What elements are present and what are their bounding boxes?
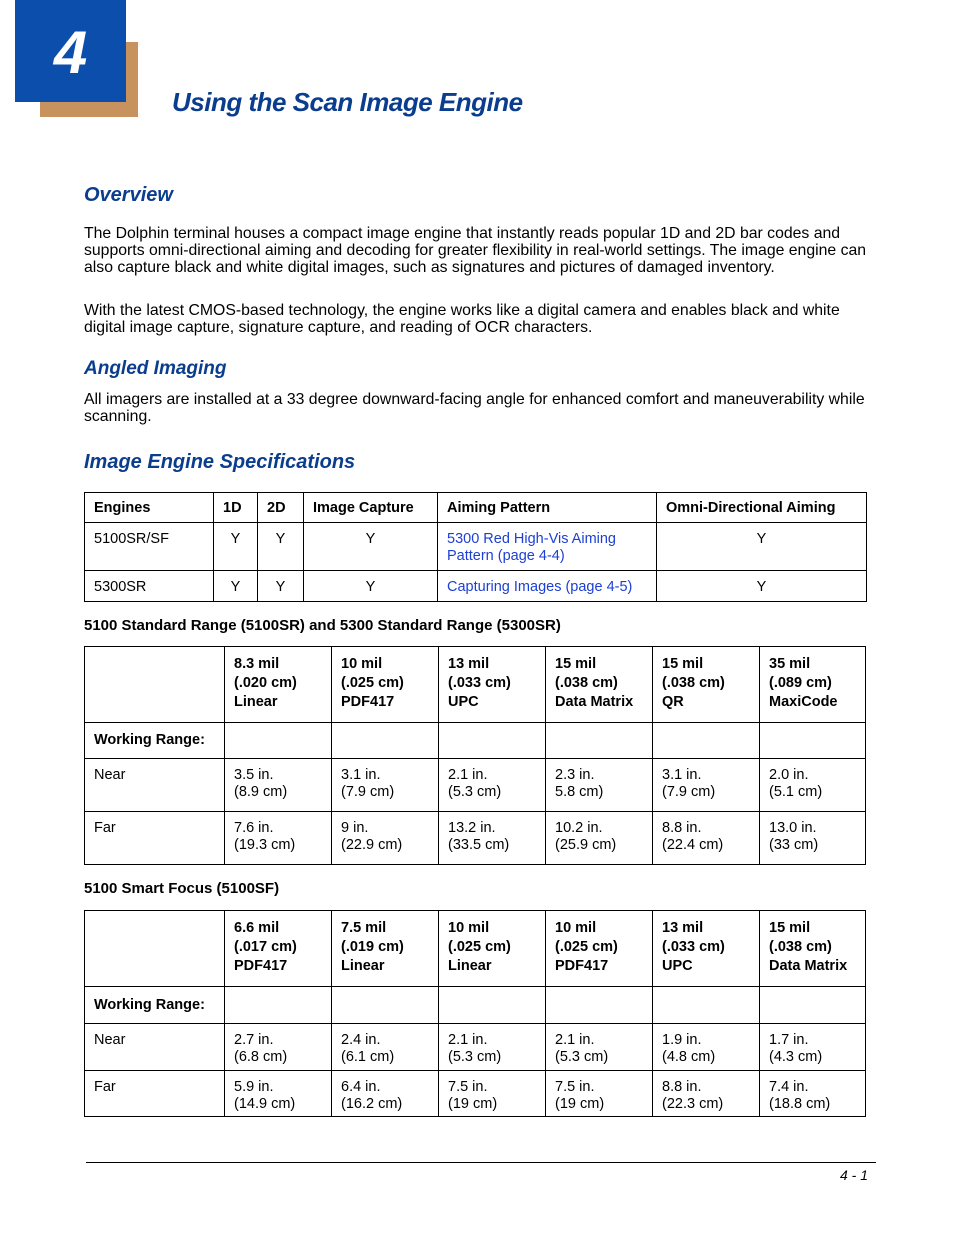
engine-name: 5100SR/SF — [85, 523, 214, 571]
header-2d: 2D — [258, 493, 304, 523]
table-row — [85, 1024, 866, 1071]
header-aiming-pattern: Aiming Pattern — [438, 493, 657, 523]
table-cell: 3.5 in. (8.9 cm) — [225, 759, 332, 812]
cell-aiming-pattern — [438, 523, 657, 571]
table-cell: 13.2 in. (33.5 cm) — [439, 812, 546, 865]
table-row — [85, 759, 866, 812]
row-label-far: Far — [85, 812, 225, 865]
cell-1d: Y — [214, 523, 258, 571]
header-col: 8.3 mil (.020 cm) Linear — [225, 647, 332, 723]
chapter-number: 4 — [53, 19, 88, 86]
header-col: 15 mil (.038 cm) QR — [653, 647, 760, 723]
table-cell: 8.8 in. (22.3 cm) — [653, 1071, 760, 1117]
header-col: 10 mil (.025 cm) Linear — [439, 911, 546, 987]
table-cell: 2.1 in. (5.3 cm) — [439, 1024, 546, 1071]
header-col: 10 mil (.025 cm) PDF417 — [546, 911, 653, 987]
footer-rule — [86, 1162, 876, 1163]
header-blank — [85, 647, 225, 723]
row-label-near: Near — [85, 1024, 225, 1071]
cell-2d: Y — [258, 523, 304, 571]
row-label-far: Far — [85, 1071, 225, 1117]
table-header-row — [85, 647, 866, 723]
standard-range-heading: 5100 Standard Range (5100SR) and 5300 Standard Range (5300SR) — [84, 617, 561, 634]
cell-omni-aiming: Y — [657, 571, 867, 602]
working-range-row — [85, 723, 866, 759]
table-header-row — [85, 911, 866, 987]
table-row — [85, 523, 867, 571]
table-cell: 2.1 in. (5.3 cm) — [439, 759, 546, 812]
header-omni-aiming: Omni-Directional Aiming — [657, 493, 867, 523]
overview-paragraph-2: With the latest CMOS-based technology, the engine works like a digital camera and enables black and white digital image capture, signature capture, and reading of OCR characters. — [84, 302, 840, 336]
table-cell: 2.1 in. (5.3 cm) — [546, 1024, 653, 1071]
table-cell: 1.9 in. (4.8 cm) — [653, 1024, 760, 1071]
header-blank — [85, 911, 225, 987]
engine-spec-table — [84, 492, 867, 602]
table-cell: 7.6 in. (19.3 cm) — [225, 812, 332, 865]
working-range-row — [85, 987, 866, 1024]
table-cell: 8.8 in. (22.4 cm) — [653, 812, 760, 865]
table-row — [85, 571, 867, 602]
working-range-label: Working Range: — [85, 987, 225, 1024]
chapter-title: Using the Scan Image Engine — [172, 87, 523, 117]
cell-1d: Y — [214, 571, 258, 602]
table-cell: 2.0 in. (5.1 cm) — [760, 759, 866, 812]
table-cell: 5.9 in. (14.9 cm) — [225, 1071, 332, 1117]
header-image-capture: Image Capture — [304, 493, 438, 523]
table-cell: 1.7 in. (4.3 cm) — [760, 1024, 866, 1071]
overview-heading: Overview — [84, 184, 173, 206]
table-cell: 13.0 in. (33 cm) — [760, 812, 866, 865]
table-cell: 9 in. (22.9 cm) — [332, 812, 439, 865]
table-cell: 10.2 in. (25.9 cm) — [546, 812, 653, 865]
header-col: 6.6 mil (.017 cm) PDF417 — [225, 911, 332, 987]
row-label-near: Near — [85, 759, 225, 812]
table-cell: 2.3 in. 5.8 cm) — [546, 759, 653, 812]
smart-focus-heading: 5100 Smart Focus (5100SF) — [84, 880, 280, 897]
header-col: 13 mil (.033 cm) UPC — [653, 911, 760, 987]
cell-image-capture: Y — [304, 571, 438, 602]
capturing-images-link[interactable]: Capturing Images (page 4-5) — [447, 579, 633, 595]
table-cell: 7.4 in. (18.8 cm) — [760, 1071, 866, 1117]
header-engines: Engines — [85, 493, 214, 523]
header-1d: 1D — [214, 493, 258, 523]
table-row — [85, 812, 866, 865]
header-col: 10 mil (.025 cm) PDF417 — [332, 647, 439, 723]
engine-name: 5300SR — [85, 571, 214, 602]
working-range-label: Working Range: — [85, 723, 225, 759]
aiming-pattern-link[interactable]: 5300 Red High-Vis Aiming — [447, 531, 616, 547]
table-cell: 7.5 in. (19 cm) — [546, 1071, 653, 1117]
angled-imaging-paragraph: All imagers are installed at a 33 degree downward-facing angle for enhanced comfort and maneuverability while scanning. — [84, 391, 865, 425]
table-header-row — [85, 493, 867, 523]
header-col: 15 mil (.038 cm) Data Matrix — [546, 647, 653, 723]
standard-range-table — [84, 646, 866, 865]
header-col: 35 mil (.089 cm) MaxiCode — [760, 647, 866, 723]
specs-heading: Image Engine Specifications — [84, 451, 356, 473]
table-cell: 3.1 in. (7.9 cm) — [332, 759, 439, 812]
smart-focus-table — [84, 910, 866, 1117]
table-cell: 6.4 in. (16.2 cm) — [332, 1071, 439, 1117]
overview-paragraph-1: The Dolphin terminal houses a compact image engine that instantly reads popular 1D and 2D bar codes and supports omni-directional aiming and decoding for greater flexibility in real-world settings. The image engine can also capture black and white digital images, such as signatures and pictures of damaged inventory. — [84, 225, 867, 276]
cell-aiming-pattern — [438, 571, 657, 602]
table-cell: 2.7 in. (6.8 cm) — [225, 1024, 332, 1071]
table-cell: 2.4 in. (6.1 cm) — [332, 1024, 439, 1071]
angled-imaging-heading: Angled Imaging — [84, 358, 227, 379]
table-row — [85, 1071, 866, 1117]
header-col: 15 mil (.038 cm) Data Matrix — [760, 911, 866, 987]
cell-image-capture: Y — [304, 523, 438, 571]
header-col: 13 mil (.033 cm) UPC — [439, 647, 546, 723]
page-number: 4 - 1 — [839, 1167, 868, 1183]
aiming-pattern-link-page[interactable]: Pattern (page 4-4) — [447, 548, 565, 564]
cell-omni-aiming: Y — [657, 523, 867, 571]
table-cell: 7.5 in. (19 cm) — [439, 1071, 546, 1117]
table-cell: 3.1 in. (7.9 cm) — [653, 759, 760, 812]
header-col: 7.5 mil (.019 cm) Linear — [332, 911, 439, 987]
cell-2d: Y — [258, 571, 304, 602]
